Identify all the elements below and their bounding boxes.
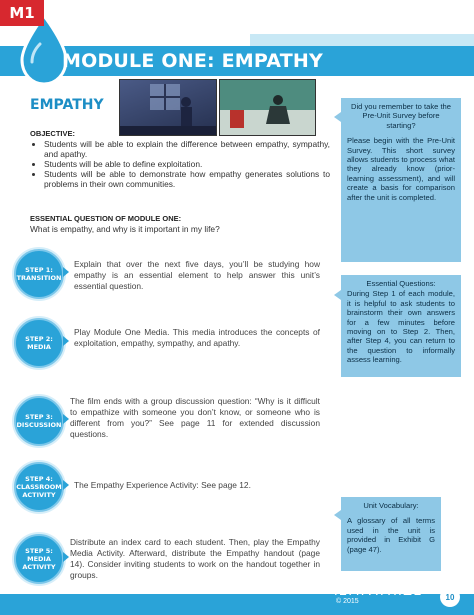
objective-list [32,139,330,189]
step-label: DISCUSSION [16,421,62,429]
photo-person-at-window [119,79,217,136]
step-label: ACTIVITY [22,563,56,571]
step-label: TRANSITION [16,274,62,282]
step-4-badge [14,462,64,512]
footer-brand: iEMPATHIZE [334,584,423,599]
section-title: EMPATHY [30,97,104,113]
step-label: MEDIA [27,555,51,563]
note-body: A glossary of all terms used in the unit is provided in Exhibit G (page 47). [347,516,435,554]
essential-question-text: What is empathy, and why is it important in my life? [30,224,220,234]
step-arrow-icon [63,267,69,277]
unit-vocabulary-note [341,497,441,571]
footer-copyright: © 2015 [336,598,359,605]
step-label: ACTIVITY [22,491,56,499]
step-3-badge [14,396,64,446]
step-5-text: Distribute an index card to each student. Then, play the Empathy Media Activity. Afterward, distribute the Empathy handout (page 14). Consider inviting students to work on the handout together in groups. [70,537,320,580]
note-heading: Did you remember to take the Pre-Unit Survey before starting? [350,102,452,130]
step-arrow-icon [63,414,69,424]
step-label: STEP 5: [25,547,53,555]
step-label: STEP 4: [25,475,53,483]
step-3-text: The film ends with a group discussion question: “Why is it difficult to empathize with someone you don’t know, or someone who is different from you?” See page 11 for extended discussion questions. [70,396,320,439]
essential-question-heading: ESSENTIAL QUESTION OF MODULE ONE: [30,214,182,223]
step-label: CLASSROOM [16,483,62,491]
sidebar-pointer [334,112,341,122]
step-label: MEDIA [27,343,51,351]
step-arrow-icon [63,336,69,346]
step-arrow-icon [63,552,69,562]
step-arrow-icon [63,480,69,490]
step-1-text: Explain that over the next five days, you’ll be studying how empathy is an essential element to help answer this unit’s essential question. [74,259,320,291]
step-label: STEP 1: [25,266,53,274]
note-heading: Unit Vocabulary: [363,501,419,510]
step-2-badge [14,318,64,368]
step-1-badge [14,249,64,299]
note-body: Please begin with the Pre-Unit Survey. This short survey allows students to process what they already know (prior-learning assessment), and will create a basis for comparison after the unit is completed. [347,136,455,202]
objective-item: • Students will be able to demonstrate how empathy generates solutions to problems in their own communities. [44,169,330,189]
note-heading: Essential Questions: [366,279,436,288]
header-accent-strip [250,34,474,46]
sidebar-pointer [334,510,341,520]
pre-unit-survey-note [341,98,461,262]
objective-item: • Students will be able to explain the difference between empathy, sympathy, and apathy. [44,139,330,159]
photo-person-sitting [219,79,316,136]
module-title: MODULE ONE: EMPATHY [62,50,323,72]
step-2-text: Play Module One Media. This media introduces the concepts of exploitation, empathy, sympathy, and apathy. [74,327,320,348]
sidebar-pointer [334,290,341,300]
step-4-text: The Empathy Experience Activity: See page 12. [74,480,251,490]
objective-item: • Students will be able to define exploitation. [44,159,330,169]
step-label: STEP 2: [25,335,53,343]
note-body: During Step 1 of each module, it is helpful to ask students to brainstorm their own answers for a few minutes before moving on to Step 2. Then, after Step 4, you can return to the question to informally assess learning. [347,289,455,365]
page-number: 10 [440,587,460,607]
step-5-badge [14,534,64,584]
objective-heading: OBJECTIVE: [30,129,76,138]
essential-questions-note [341,275,461,377]
step-label: STEP 3: [25,413,53,421]
module-tab: M1 [0,0,44,26]
